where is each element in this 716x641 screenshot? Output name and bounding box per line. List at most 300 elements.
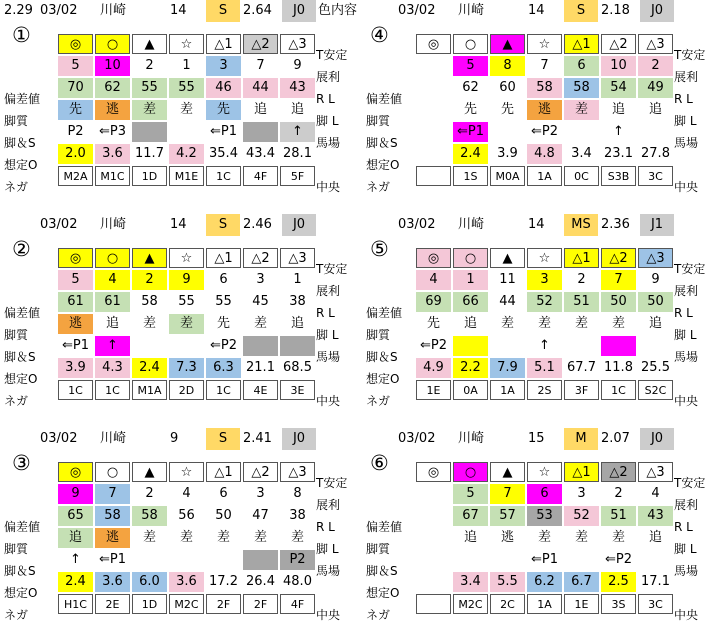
odds-cell: 17.2 [209,574,238,589]
odds-cell: 21.1 [246,360,275,375]
row-label: 脚＆S [4,350,36,364]
nega-cell: 1A [527,166,562,186]
odds-cell: 2.4 [132,358,167,378]
horse-count: 14 [528,3,545,18]
nega-cell: S3B [601,166,636,186]
mark-cell: ◎ [416,462,451,482]
tenri-cell: 7 [540,58,549,73]
row-label: ネガ [4,180,29,194]
jockey-code: J0 [282,0,316,22]
row-label-right: 馬場 [674,136,699,150]
mark-cell: ▲ [132,462,167,482]
odds-cell: 68.5 [283,360,312,375]
tenri-cell: 1 [182,58,191,73]
odds-cell: 25.5 [641,360,670,375]
odds-cell: 6.0 [132,572,167,592]
kyaku-s-cell [416,122,451,142]
mark-cell: △1 [206,462,241,482]
race-grade: S [206,428,240,450]
kyakushitsu-cell: 差 [611,316,625,331]
tenri-cell: 5 [58,270,93,290]
kyaku-s-cell: P2 [280,550,315,570]
row-label-right: 展利 [674,70,699,84]
hensa-cell: 58 [564,78,599,98]
hensa-cell: 60 [499,80,516,95]
race-date: 03/02 [40,431,78,446]
kyakushitsu-cell: 差 [500,316,514,331]
kyaku-s-cell [280,336,315,356]
row-label-right: R L [316,92,335,106]
hensa-cell: 55 [178,294,195,309]
tenri-cell: 3 [206,56,241,76]
kyakushitsu-cell: 差 [169,314,204,334]
mark-cell: ○ [95,34,130,54]
nega-cell: 1A [490,380,525,400]
race-date: 03/02 [40,217,78,232]
mark-cell: △3 [638,34,673,54]
race-venue: 川崎 [458,431,485,446]
tenri-cell [416,484,451,504]
kyaku-s-cell [132,336,167,356]
race-value: 2.46 [243,217,272,232]
row-label-right: 脚 L [316,328,339,342]
nega-cell: 0A [453,380,488,400]
tenri-cell: 3 [527,270,562,290]
hensa-cell: 58 [132,506,167,526]
race-value: 2.18 [601,3,630,18]
mark-cell: ▲ [132,248,167,268]
row-label: ネガ [4,608,29,622]
kyakushitsu-cell: 先 [426,316,440,331]
tenri-cell: 2 [614,486,623,501]
mark-cell: △2 [243,248,278,268]
hensa-cell: 44 [499,294,516,309]
row-label-right: R L [674,520,693,534]
kyaku-s-cell [243,550,278,570]
nega-cell: 2E [95,594,130,614]
mark-cell: ☆ [527,248,562,268]
mark-cell: ☆ [527,34,562,54]
odds-cell: 23.1 [604,146,633,161]
tenri-cell: 6 [527,484,562,504]
tenri-cell: 11 [499,272,516,287]
tenri-cell: 8 [293,486,302,501]
row-label: 脚＆S [366,564,398,578]
nega-cell: H1C [58,594,93,614]
odds-cell: 5.5 [490,572,525,592]
row-label: 偏差値 [4,306,41,320]
row-label: 脚質 [366,328,391,342]
hensa-cell: 61 [95,292,130,312]
hensa-cell: 43 [638,506,673,526]
row-label-right: 展利 [674,498,699,512]
nega-cell: M1E [169,166,204,186]
tenri-cell: 4 [416,270,451,290]
kyaku-s-cell: ⇐P1 [453,122,488,142]
row-label: ネガ [4,394,29,408]
odds-cell: 3.6 [169,572,204,592]
race-number-icon: ① [12,23,31,47]
kyaku-s-cell: ⇐P3 [98,124,126,139]
mark-cell: △3 [280,462,315,482]
tenri-cell: 2 [132,270,167,290]
race-grade: S [206,214,240,236]
odds-cell: 2.4 [453,144,488,164]
mark-cell: △2 [243,462,278,482]
nega-cell: 2C [490,594,525,614]
tenri-cell: 1 [453,270,488,290]
nega-cell: 2F [243,594,278,614]
nega-cell: M2C [453,594,488,614]
nega-cell: 1A [527,594,562,614]
tenri-cell: 7 [256,58,265,73]
tenri-cell: 2 [577,272,586,287]
nega-cell: 3S [601,594,636,614]
mark-cell: ☆ [169,34,204,54]
odds-cell: 2.0 [58,144,93,164]
tenri-cell: 3 [256,486,265,501]
hensa-cell: 49 [638,78,673,98]
odds-cell: 6.3 [206,358,241,378]
tenri-cell: 4 [95,270,130,290]
mark-cell: △2 [601,248,636,268]
kyaku-s-cell: ⇐P1 [530,552,558,567]
nega-cell: 2D [169,380,204,400]
race-venue: 川崎 [100,217,127,232]
odds-cell: 3.6 [95,572,130,592]
kyakushitsu-cell: 逃 [95,528,130,548]
row-label-right: 展利 [316,284,341,298]
hensa-cell [416,506,451,526]
nega-cell: 1S [453,166,488,186]
hensa-cell: 66 [453,292,488,312]
hensa-cell: 50 [601,292,636,312]
hensa-cell: 47 [252,508,269,523]
row-label-right: T安定 [316,262,348,276]
tenri-cell: 10 [95,56,130,76]
jockey-code: J1 [640,214,674,236]
mark-cell: ○ [453,462,488,482]
race-panel [358,428,708,628]
race-value: 2.36 [601,217,630,232]
row-label-right: 中央 [674,394,699,408]
tenri-cell: 7 [490,484,525,504]
odds-cell: 2.5 [601,572,636,592]
kyaku-s-cell [564,336,599,356]
tenri-cell [416,56,451,76]
tenri-cell: 5 [453,484,488,504]
hensa-cell: 58 [141,294,158,309]
race-grade: MS [564,214,598,236]
nega-cell: 2S [527,380,562,400]
hensa-cell: 55 [215,294,232,309]
hensa-cell: 55 [132,78,167,98]
kyakushitsu-cell: 差 [132,100,167,120]
race-date: 03/02 [398,431,436,446]
mark-cell: △1 [564,248,599,268]
tenri-cell: 9 [169,270,204,290]
mark-cell: ◎ [58,34,93,54]
mark-cell: ▲ [490,34,525,54]
row-label: 想定O [366,372,400,386]
row-label: 脚質 [366,542,391,556]
row-label: ネガ [366,180,391,194]
row-label-right: 中央 [316,608,341,622]
mark-cell: ▲ [490,462,525,482]
mark-cell: △3 [280,34,315,54]
hensa-cell: 50 [215,508,232,523]
hensa-cell: 65 [58,506,93,526]
nega-cell: 3C [638,594,673,614]
kyaku-s-cell [638,336,673,356]
hensa-cell: 58 [527,78,562,98]
kyaku-s-cell [206,550,241,570]
kyakushitsu-cell: 差 [216,530,230,545]
odds-cell: 3.6 [95,144,130,164]
mark-cell: △3 [638,462,673,482]
row-label: 想定O [4,158,38,172]
race-venue: 川崎 [458,3,485,18]
race-venue: 川崎 [100,431,127,446]
kyakushitsu-cell: 追 [648,316,662,331]
kyaku-s-cell: P2 [67,124,84,139]
jockey-code: J0 [282,214,316,236]
mark-cell: △1 [206,34,241,54]
row-label: 脚＆S [4,136,36,150]
kyakushitsu-cell: 追 [290,102,304,117]
kyaku-s-cell: ↑ [95,336,130,356]
odds-cell [416,144,451,164]
row-label-right: R L [674,92,693,106]
kyaku-s-cell [243,336,278,356]
kyaku-s-cell [490,550,525,570]
kyakushitsu-cell: 先 [58,100,93,120]
row-label-right: 馬場 [674,564,699,578]
mark-cell: △2 [243,34,278,54]
kyakushitsu-cell: 追 [463,530,477,545]
row-label: 脚質 [4,328,29,342]
nega-cell [416,166,451,186]
mark-cell: ☆ [169,462,204,482]
odds-cell [416,572,451,592]
odds-cell: 11.7 [135,146,164,161]
kyakushitsu-cell: 差 [537,530,551,545]
kyaku-s-cell: ⇐P2 [419,338,447,353]
kyakushitsu-cell [416,528,451,548]
kyakushitsu-cell: 先 [463,102,477,117]
horse-count: 9 [170,431,179,446]
kyaku-s-cell [169,122,204,142]
odds-cell: 3.9 [497,146,518,161]
odds-cell: 7.9 [490,358,525,378]
row-label-right: R L [316,306,335,320]
color-legend-label: 色内容 [318,3,358,18]
odds-cell: 4.3 [95,358,130,378]
race-date: 03/02 [40,3,78,18]
kyaku-s-cell [490,336,525,356]
hensa-cell: 51 [601,506,636,526]
row-label: 脚質 [4,542,29,556]
row-label: 偏差値 [366,92,403,106]
nega-cell: 3C [638,166,673,186]
horse-count: 14 [170,217,187,232]
odds-cell: 2.2 [453,358,488,378]
hensa-cell: 61 [58,292,93,312]
mark-cell: △2 [601,462,636,482]
kyaku-s-cell [453,336,488,356]
row-label-right: 展利 [316,498,341,512]
tenri-cell: 7 [601,270,636,290]
mark-cell: △3 [638,248,673,268]
jockey-code: J0 [282,428,316,450]
row-label-right: 脚 L [674,328,697,342]
race-grade: M [564,428,598,450]
kyakushitsu-cell: 差 [290,530,304,545]
nega-cell: 5F [280,166,315,186]
race-panel [0,0,358,200]
hensa-cell: 38 [289,294,306,309]
odds-cell: 4.9 [416,358,451,378]
nega-cell: M0A [490,166,525,186]
hensa-cell: 38 [289,508,306,523]
row-label-right: 脚 L [316,114,339,128]
kyaku-s-cell [490,122,525,142]
mark-cell: △3 [280,248,315,268]
nega-cell: 1C [601,380,636,400]
odds-cell: 43.4 [246,146,275,161]
race-number-icon: ③ [12,451,31,475]
mark-cell: △1 [564,34,599,54]
kyakushitsu-cell: 逃 [527,100,562,120]
mark-cell: ▲ [132,34,167,54]
tenri-cell: 6 [219,272,228,287]
kyaku-s-cell: ⇐P2 [530,124,558,139]
row-label: 偏差値 [4,92,41,106]
kyakushitsu-cell: 追 [290,316,304,331]
horse-count: 15 [528,431,545,446]
odds-cell: 3.4 [453,572,488,592]
kyaku-s-cell: ↑ [613,124,624,139]
tenri-cell: 8 [490,56,525,76]
odds-cell: 6.2 [527,572,562,592]
row-label: 脚質 [4,114,29,128]
kyaku-s-cell: ↑ [539,338,550,353]
row-label: 想定O [366,158,400,172]
odds-cell: 3.4 [571,146,592,161]
nega-cell: 1C [206,166,241,186]
jockey-code: J0 [640,0,674,22]
race-panel [0,214,350,414]
kyaku-s-cell [564,122,599,142]
kyaku-s-cell [169,550,204,570]
kyakushitsu-cell: 差 [574,530,588,545]
mark-cell: ▲ [490,248,525,268]
nega-cell: M1C [95,166,130,186]
nega-cell: 1C [58,380,93,400]
row-label: 偏差値 [366,306,403,320]
nega-cell: 1E [416,380,451,400]
race-value: 2.07 [601,431,630,446]
mark-cell: ○ [95,248,130,268]
odds-cell: 7.3 [169,358,204,378]
row-label-right: 馬場 [316,350,341,364]
mark-cell: ☆ [169,248,204,268]
nega-cell: M2A [58,166,93,186]
odds-cell: 28.1 [283,146,312,161]
race-value: 2.41 [243,431,272,446]
mark-cell: ◎ [58,462,93,482]
nega-cell: 1C [206,380,241,400]
hensa-cell: 46 [206,78,241,98]
hensa-cell: 54 [601,78,636,98]
kyaku-s-cell [416,550,451,570]
tenri-cell: 7 [95,484,130,504]
kyakushitsu-cell: 逃 [95,100,130,120]
kyaku-s-cell [132,550,167,570]
odds-cell: 4.2 [169,144,204,164]
kyakushitsu-cell: 差 [179,530,193,545]
odds-cell: 27.8 [641,146,670,161]
hensa-cell: 56 [178,508,195,523]
kyaku-s-cell: ⇐P2 [209,338,237,353]
kyakushitsu-cell: 追 [463,316,477,331]
kyakushitsu-cell: 先 [206,100,241,120]
race-date: 03/02 [398,217,436,232]
race-number-icon: ④ [370,23,389,47]
nega-cell: M2C [169,594,204,614]
tenri-cell: 9 [293,58,302,73]
row-label: 偏差値 [4,520,41,534]
tenri-cell: 4 [651,486,660,501]
odds-cell: 2.4 [58,572,93,592]
hensa-cell: 57 [490,506,525,526]
race-grade: S [564,0,598,22]
odds-cell: 35.4 [209,146,238,161]
row-label-right: R L [674,306,693,320]
mark-cell: ◎ [416,34,451,54]
kyakushitsu-cell: 逃 [500,530,514,545]
nega-cell: 1E [564,594,599,614]
race-venue: 川崎 [458,217,485,232]
row-label-right: T安定 [316,476,348,490]
hensa-cell: 52 [564,506,599,526]
nega-cell: S2C [638,380,673,400]
corner-date: 2.29 [4,3,33,18]
mark-cell: ◎ [416,248,451,268]
odds-cell: 26.4 [246,574,275,589]
kyaku-s-cell: ⇐P1 [61,338,89,353]
row-label-right: 馬場 [674,350,699,364]
kyakushitsu-cell: 差 [142,530,156,545]
race-venue: 川崎 [100,3,127,18]
kyaku-s-cell: ⇐P1 [98,552,126,567]
kyaku-s-cell [564,550,599,570]
hensa-cell: 70 [58,78,93,98]
row-label-right: T安定 [674,262,706,276]
nega-cell: 3F [564,380,599,400]
mark-cell: △1 [564,462,599,482]
kyakushitsu-cell: 差 [253,316,267,331]
kyaku-s-cell [601,336,636,356]
row-label: 脚＆S [4,564,36,578]
horse-count: 14 [528,217,545,232]
row-label: 脚＆S [366,136,398,150]
odds-cell: 3.9 [58,358,93,378]
hensa-cell: 69 [416,292,451,312]
row-label: ネガ [366,394,391,408]
mark-cell: ○ [95,462,130,482]
row-label-right: 中央 [316,394,341,408]
